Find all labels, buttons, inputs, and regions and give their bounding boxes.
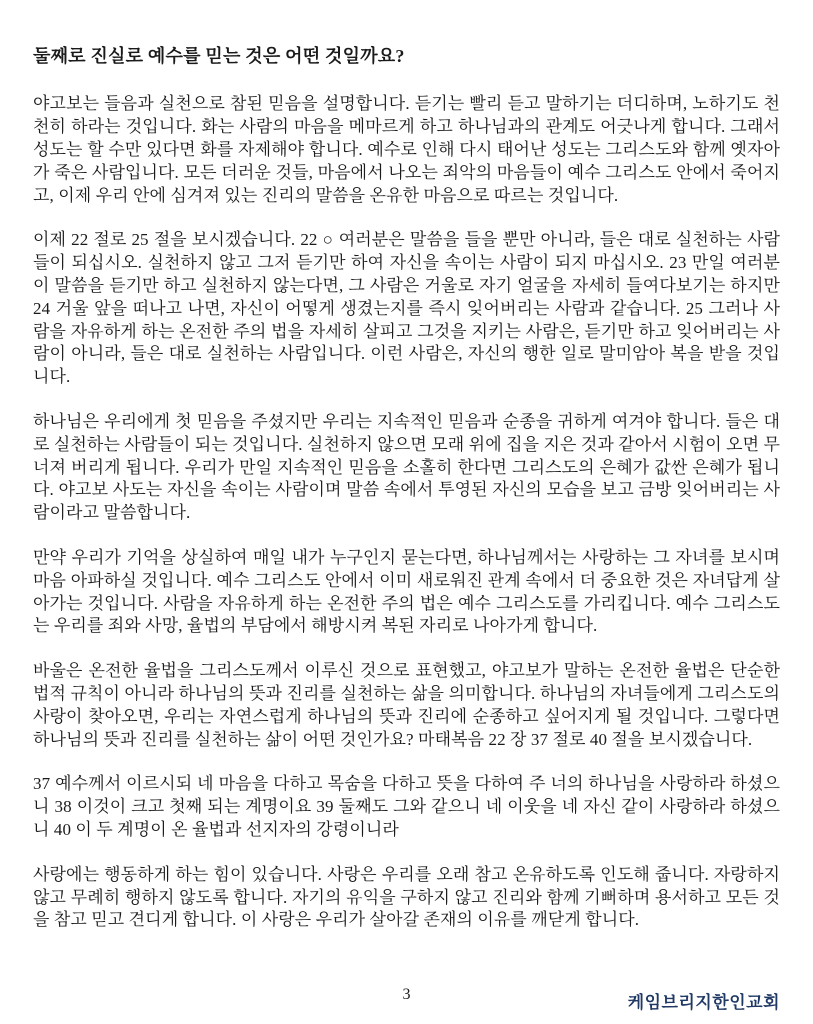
church-name: 케임브리지한인교회 [627,993,780,1012]
paragraph-intro-james-faith: 야고보는 들음과 실천으로 참된 믿음을 설명합니다. 듣기는 빨리 듣고 말하기는 더디하며, 노하기도 천천히 하라는 것입니다. 화는 사람의 마음을 메마르게 하고 하나님과의 관계도 어긋나게 합니다. 그래서 성도는 할 수만 있다면 화를 자제해야 합니다. 예수로 인해 다시 태어난 성도는 그리스도와 함께 옛자아가 죽은 사람입니다. 모든 더러운 것들, 마음에서 나오는 죄악의 마음들이 예수 그리스도 안에서 죽어지고, 이제 우리 안에 심겨져 있는 진리의 말씀을 온유한 마음으로 따르는 것입니다. [33,94,780,205]
page-number: 3 [402,986,411,1003]
paragraph-james-1-22-25-quote: 이제 22 절로 25 절을 보시겠습니다. 22 ○ 여러분은 말씀을 들을 뿐만 아니라, 들은 대로 실천하는 사람들이 되십시오. 실천하지 않고 그저 듣기만 하여 자신을 속이는 사람이 되지 마십시오. 23 만일 여러분이 말씀을 듣기만 하고 실천하지 않는다면, 그 사람은 거울로 자기 얼굴을 자세히 들여다보기는 하지만 24 거울 앞을 떠나고 나면, 자신이 어떻게 생겼는지를 즉시 잊어버리는 사람과 같습니다. 25 그러나 사람을 자유하게 하는 온전한 주의 법을 자세히 살피고 그것을 지키는 사람은, 듣기만 하고 잊어버리는 사람이 아니라, 들은 대로 실천하는 사람입니다. 이런 사람은, 자신의 행한 일로 말미암아 복을 받을 것입니다. [33,230,780,387]
paragraph-power-of-love: 사랑에는 행동하게 하는 힘이 있습니다. 사랑은 우리를 오래 참고 온유하도록 인도해 줍니다. 자랑하지 않고 무례히 행하지 않도록 합니다. 자기의 유익을 구하지 않고 진리와 함께 기뻐하며 용서하고 모든 것을 참고 믿고 견디게 합니다. 이 사랑은 우리가 살아갈 존재의 이유를 깨닫게 합니다. [33,864,780,930]
paragraph-perfect-law: 바울은 온전한 율법을 그리스도께서 이루신 것으로 표현했고, 야고보가 말하는 온전한 율법은 단순한 법적 규칙이 아니라 하나님의 뜻과 진리를 실천하는 삶을 의미합니다. 하나님의 자녀들에게 그리스도의 사랑이 찾아오면, 우리는 자연스럽게 하나님의 뜻과 진리에 순종하고 싶어지게 될 것입니다. 그렇다면 하나님의 뜻과 진리를 실천하는 삶이 어떤 것인가요? 마태복음 22 장 37 절로 40 절을 보시겠습니다. [33,661,780,749]
paragraph-continual-faith: 하나님은 우리에게 첫 믿음을 주셨지만 우리는 지속적인 믿음과 순종을 귀하게 여겨야 합니다. 들은 대로 실천하는 사람들이 되는 것입니다. 실천하지 않으면 모래 위에 집을 지은 것과 같아서 시험이 오면 무너져 버리게 됩니다. 우리가 만일 지속적인 믿음을 소홀히 한다면 그리스도의 은혜가 값싼 은혜가 됩니다. 야고보 사도는 자신을 속이는 사람이며 말씀 속에서 투영된 자신의 모습을 보고 금방 잊어버리는 사람이라고 말씀합니다. [33,411,781,523]
page-title: 둘째로 진실로 예수를 믿는 것은 어떤 것일까요? [33,46,405,66]
paragraph-living-as-children: 만약 우리가 기억을 상실하여 매일 내가 누구인지 묻는다면, 하나님께서는 사랑하는 그 자녀를 보시며 마음 아파하실 것입니다. 예수 그리스도 안에서 이미 새로워진 관계 속에서 더 중요한 것은 자녀답게 살아가는 것입니다. 사람을 자유하게 하는 온전한 주의 법은 예수 그리스도를 가리킵니다. 예수 그리스도는 우리를 죄와 사망, 율법의 부담에서 해방시켜 복된 자리로 나아가게 합니다. [33,547,780,636]
paragraph-matthew-22-37-40-quote: 37 예수께서 이르시되 네 마음을 다하고 목숨을 다하고 뜻을 다하여 주 너의 하나님을 사랑하라 하셨으니 38 이것이 크고 첫째 되는 계명이요 39 둘째도 그와 같으니 네 이웃을 네 자신 같이 사랑하라 하셨으니 40 이 두 계명이 온 율법과 선지자의 강령이니라 [33,774,780,839]
page-footer [33,986,780,1012]
